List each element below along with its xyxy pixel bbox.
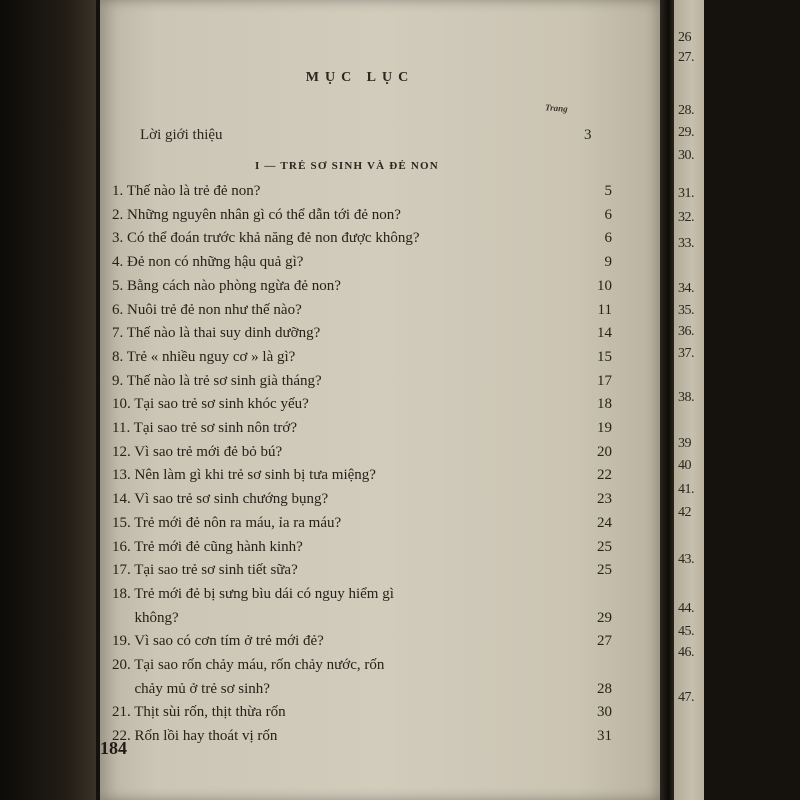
toc-entry-page: 25 [597, 562, 612, 579]
adjacent-page-number: 43. [678, 552, 694, 567]
toc-entry [112, 302, 612, 324]
toc-entry-text: chảy mủ ở trẻ sơ sinh? [112, 680, 270, 697]
toc-entry-text: 3. Có thể đoán trước khả năng đẻ non được không? [112, 230, 420, 247]
toc-entry-text: 14. Vì sao trẻ sơ sinh chướng bụng? [112, 491, 329, 508]
toc-entry-page: 23 [597, 491, 612, 508]
toc-entry-page: 24 [597, 514, 612, 531]
toc-entry [112, 491, 612, 513]
toc-entry-text: 19. Vì sao có cơn tím ở trẻ mới đẻ? [112, 633, 324, 650]
toc-entry-text: 7. Thế nào là thai suy dinh dưỡng? [112, 325, 321, 342]
adjacent-page-number: 28. [678, 103, 694, 118]
adjacent-page-number: 47. [678, 690, 694, 705]
page-number: 184 [100, 738, 127, 758]
toc-entry-page: 29 [597, 609, 612, 626]
adjacent-page-edge [674, 0, 704, 800]
adjacent-page-number: 27. [678, 50, 694, 65]
toc-entry [112, 183, 612, 205]
toc-entry-page: 6 [604, 206, 612, 223]
toc-entry-text: 17. Tại sao trẻ sơ sinh tiết sữa? [112, 562, 298, 579]
adjacent-page-number: 45. [678, 624, 694, 639]
toc-title: MỤC LỤC [305, 70, 415, 85]
book-gutter [660, 0, 674, 800]
toc-entry [112, 420, 612, 442]
toc-entry [112, 515, 612, 537]
toc-entry [112, 728, 612, 750]
toc-entry [112, 633, 612, 655]
toc-entry-text: 8. Trẻ « nhiều nguy cơ » là gì? [112, 348, 296, 365]
adjacent-page-number: 41. [678, 482, 694, 497]
toc-entry [112, 610, 612, 632]
toc-entry-page: 22 [597, 467, 612, 484]
toc-entry-page: 28 [597, 680, 612, 697]
toc-entry-page: 9 [604, 254, 612, 271]
toc-entry-text: 1. Thế nào là trẻ đẻ non? [112, 183, 261, 199]
toc-entry-page: 6 [604, 230, 612, 247]
background-right [704, 0, 800, 800]
toc-entry-text: 21. Thịt sùi rốn, thịt thừa rốn [112, 704, 286, 721]
book-edge-left [0, 0, 96, 800]
toc-entry [112, 539, 612, 561]
adjacent-page-number: 46. [678, 645, 694, 660]
adjacent-page-number: 44. [678, 601, 694, 616]
adjacent-page-number: 37. [678, 346, 694, 361]
intro-label: Lời giới thiệu [140, 127, 223, 143]
toc-entry-text: 2. Những nguyên nhân gì có thể dẫn tới đẻ non? [112, 206, 401, 223]
toc-entry [112, 586, 612, 608]
toc-entry-page: 10 [597, 277, 612, 294]
adjacent-page-number: 38. [678, 390, 694, 405]
toc-entry-text: 15. Trẻ mới đẻ nôn ra máu, ỉa ra máu? [112, 514, 342, 531]
toc-entry [112, 396, 612, 418]
toc-entry-text: 11. Tại sao trẻ sơ sinh nôn trớ? [112, 420, 298, 436]
adjacent-page-number: 35. [678, 303, 694, 318]
toc-entry-text: 6. Nuôi trẻ đẻ non như thế nào? [112, 301, 302, 318]
toc-entry-page: 19 [597, 420, 612, 436]
toc-entry-page: 17 [597, 372, 612, 389]
toc-entry-text: 22. Rốn lồi hay thoát vị rốn [112, 728, 278, 745]
toc-entry-page: 15 [597, 348, 612, 365]
adjacent-page-number: 29. [678, 125, 694, 140]
toc-entry-text: 18. Trẻ mới đẻ bị sưng bìu dái có nguy hiểm gì [112, 585, 394, 602]
toc-entry-page: 5 [604, 183, 612, 199]
adjacent-page-number: 39 [678, 436, 691, 451]
toc-entry [112, 681, 612, 703]
toc-entry-text: 12. Vì sao trẻ mới đẻ bỏ bú? [112, 443, 283, 460]
page-column-header: Trang [544, 102, 568, 114]
toc-entry-text: 4. Đẻ non có những hậu quả gì? [112, 254, 304, 271]
toc-entry-page: 11 [597, 301, 612, 318]
toc-entry-text: 10. Tại sao trẻ sơ sinh khóc yếu? [112, 396, 309, 413]
toc-entry-text: 5. Bằng cách nào phòng ngừa đẻ non? [112, 277, 341, 294]
intro-page-number: 3 [584, 127, 592, 143]
toc-entry [112, 373, 612, 395]
toc-entry-page: 27 [597, 633, 612, 650]
toc-entry-text: 13. Nên làm gì khi trẻ sơ sinh bị tưa miệng? [112, 467, 376, 484]
toc-entry-page: 14 [597, 325, 612, 342]
toc-entry-text: 16. Trẻ mới đẻ cũng hành kinh? [112, 538, 303, 555]
toc-entry [112, 230, 612, 252]
adjacent-page-number: 33. [678, 236, 694, 251]
toc-entry [112, 562, 612, 584]
adjacent-page-number: 34. [678, 281, 694, 296]
toc-entry [112, 207, 612, 229]
toc-entry-page: 20 [597, 443, 612, 460]
adjacent-page-number: 36. [678, 324, 694, 339]
toc-entry [112, 657, 612, 679]
adjacent-page-number: 30. [678, 148, 694, 163]
toc-entry-page: 25 [597, 538, 612, 555]
toc-entry-page: 18 [597, 396, 612, 413]
toc-entry-page: 31 [597, 728, 612, 745]
toc-entry-page: 30 [597, 704, 612, 721]
toc-entry [112, 278, 612, 300]
toc-entry [112, 444, 612, 466]
toc-entry [112, 254, 612, 276]
adjacent-page-number: 42 [678, 505, 691, 520]
toc-entry [112, 467, 612, 489]
adjacent-page-number: 32. [678, 210, 694, 225]
toc-entry-text: 9. Thế nào là trẻ sơ sinh già tháng? [112, 372, 322, 389]
adjacent-page-number: 26 [678, 30, 691, 45]
adjacent-page-number: 31. [678, 186, 694, 201]
toc-entry-text: 20. Tại sao rốn chảy máu, rốn chảy nước, rốn [112, 657, 385, 673]
toc-entry [112, 349, 612, 371]
toc-entry [112, 325, 612, 347]
toc-entry [112, 704, 612, 726]
section-heading: I — TRẺ SƠ SINH VÀ ĐẺ NON [255, 160, 439, 172]
adjacent-page-number: 40 [678, 458, 691, 473]
toc-entry-text: không? [112, 609, 179, 626]
